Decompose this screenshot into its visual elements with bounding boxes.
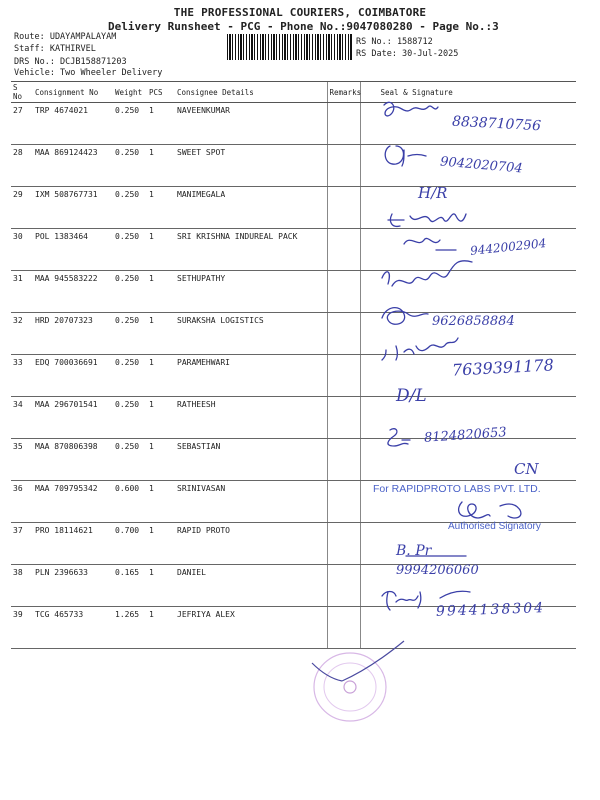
staff-text: Staff: KATHIRVEL [14, 44, 96, 54]
handwritten-phone-38: 9994206060 [396, 563, 479, 578]
cell-consignment: MAA 869124423 [33, 145, 113, 187]
col-remarks: Remarks [327, 82, 360, 103]
round-seal [290, 635, 430, 735]
cell-consignee: MANIMEGALA [175, 187, 327, 229]
cell-sno: 32 [11, 313, 33, 355]
barcode [227, 34, 353, 60]
cell-consignee: SETHUPATHY [175, 271, 327, 313]
cell-weight: 0.165 [113, 565, 147, 607]
page-subtitle: Delivery Runsheet - PCG - Phone No.:9047080280 - Page No.:3 [108, 20, 499, 33]
cell-consignment: PRO 18114621 [33, 523, 113, 565]
cell-weight: 0.250 [113, 229, 147, 271]
col-consignment: Consignment No [33, 82, 113, 103]
cell-consignee: SWEET SPOT [175, 145, 327, 187]
table-header-row [11, 82, 576, 103]
cell-weight: 0.250 [113, 145, 147, 187]
cell-pcs: 1 [147, 187, 175, 229]
cell-remarks [327, 271, 360, 313]
cell-pcs: 1 [147, 439, 175, 481]
cell-consignee: RATHEESH [175, 397, 327, 439]
handwritten-name-38: B. Pr [396, 543, 432, 559]
vehicle-text: Vehicle: Two Wheeler Delivery [14, 68, 163, 78]
cell-pcs: 1 [147, 355, 175, 397]
table-row [11, 187, 576, 229]
cell-remarks [327, 145, 360, 187]
cell-sno: 39 [11, 607, 33, 649]
handwritten-phone-30: 9442002904 [469, 236, 547, 258]
cell-pcs: 1 [147, 481, 175, 523]
authorised-signatory-text: Authorised Signatory [448, 521, 541, 532]
handwritten-note-34: D/L [396, 386, 427, 406]
cell-consignee: NAVEENKUMAR [175, 103, 327, 145]
rs-number: RS No.: 1588712 [356, 37, 433, 47]
handwritten-phone-39: 9944138304 [435, 600, 546, 620]
cell-pcs: 1 [147, 397, 175, 439]
cell-pcs: 1 [147, 313, 175, 355]
table-row [11, 565, 576, 607]
cell-weight: 0.250 [113, 439, 147, 481]
cell-remarks [327, 103, 360, 145]
cell-consignee: SEBASTIAN [175, 439, 327, 481]
cell-consignment: PLN 2396633 [33, 565, 113, 607]
cell-signature [360, 439, 576, 481]
cell-sno: 37 [11, 523, 33, 565]
col-weight: Weight [113, 82, 147, 103]
cell-pcs: 1 [147, 103, 175, 145]
cell-sno: 35 [11, 439, 33, 481]
page-title: THE PROFESSIONAL COURIERS, COIMBATORE [173, 6, 427, 19]
cell-consignment: MAA 870806398 [33, 439, 113, 481]
cell-consignment: TCG 465733 [33, 607, 113, 649]
cell-remarks [327, 313, 360, 355]
table-row [11, 271, 576, 313]
handwritten-phone-35: 8124820653 [423, 425, 508, 446]
cell-consignment: MAA 296701541 [33, 397, 113, 439]
cell-pcs: 1 [147, 523, 175, 565]
drs-text: DRS No.: DCJB15887120З [14, 57, 127, 67]
cell-consignment: MAA 945583222 [33, 271, 113, 313]
cell-consignment: MAA 709795342 [33, 481, 113, 523]
cell-weight: 0.250 [113, 103, 147, 145]
cell-consignment: TRP 4674021 [33, 103, 113, 145]
cell-remarks [327, 229, 360, 271]
cell-sno: 27 [11, 103, 33, 145]
col-consignee: Consignee Details [175, 82, 327, 103]
cell-consignee: JEFRIYA ALEX [175, 607, 327, 649]
cell-pcs: 1 [147, 565, 175, 607]
col-sno: S No [11, 82, 33, 103]
handwritten-note-36: CN [514, 460, 539, 478]
cell-consignee: SURAKSHA LOGISTICS [175, 313, 327, 355]
cell-consignment: POL 1383464 [33, 229, 113, 271]
rs-date: RS Date: 30-Jul-2025 [356, 49, 459, 59]
cell-sno: 30 [11, 229, 33, 271]
cell-remarks [327, 523, 360, 565]
cell-sno: 28 [11, 145, 33, 187]
route-text: Route: UDAYAMPALAYAM [14, 32, 117, 42]
cell-sno: 38 [11, 565, 33, 607]
cell-remarks [327, 187, 360, 229]
cell-weight: 0.600 [113, 481, 147, 523]
cell-sno: 33 [11, 355, 33, 397]
cell-signature [360, 187, 576, 229]
handwritten-phone-32: 9626858884 [432, 314, 515, 329]
cell-consignee: SRI KRISHNA INDUREAL PACK [175, 229, 327, 271]
cell-remarks [327, 397, 360, 439]
cell-remarks [327, 439, 360, 481]
cell-consignment: HRD 20707323 [33, 313, 113, 355]
cell-signature [360, 271, 576, 313]
cell-weight: 0.250 [113, 271, 147, 313]
col-seal-signature: Seal & Signature [360, 82, 576, 103]
cell-sno: 29 [11, 187, 33, 229]
cell-consignee: DANIEL [175, 565, 327, 607]
cell-remarks [327, 565, 360, 607]
cell-weight: 0.250 [113, 313, 147, 355]
cell-sno: 31 [11, 271, 33, 313]
cell-weight: 0.250 [113, 355, 147, 397]
cell-weight: 0.250 [113, 397, 147, 439]
cell-consignee: PARAMEHWARI [175, 355, 327, 397]
table-row [11, 439, 576, 481]
cell-consignment: IXM 508767731 [33, 187, 113, 229]
handwritten-note-29: H/R [418, 184, 448, 202]
handwritten-phone-33: 7639391178 [451, 355, 555, 380]
cell-sno: 36 [11, 481, 33, 523]
cell-weight: 0.700 [113, 523, 147, 565]
cell-weight: 1.265 [113, 607, 147, 649]
cell-pcs: 1 [147, 607, 175, 649]
handwritten-phone-28: 9042020704 [439, 154, 524, 177]
cell-weight: 0.250 [113, 187, 147, 229]
cell-remarks [327, 355, 360, 397]
handwritten-phone-27: 8838710756 [451, 113, 542, 135]
cell-consignee: RAPID PROTO [175, 523, 327, 565]
cell-pcs: 1 [147, 229, 175, 271]
company-stamp-text: For RAPIDPROTO LABS PVT. LTD. [373, 483, 541, 495]
col-pcs: PCS [147, 82, 175, 103]
cell-pcs: 1 [147, 271, 175, 313]
cell-consignment: EDQ 700036691 [33, 355, 113, 397]
cell-consignee: SRINIVASAN [175, 481, 327, 523]
cell-remarks [327, 481, 360, 523]
cell-pcs: 1 [147, 145, 175, 187]
cell-sno: 34 [11, 397, 33, 439]
